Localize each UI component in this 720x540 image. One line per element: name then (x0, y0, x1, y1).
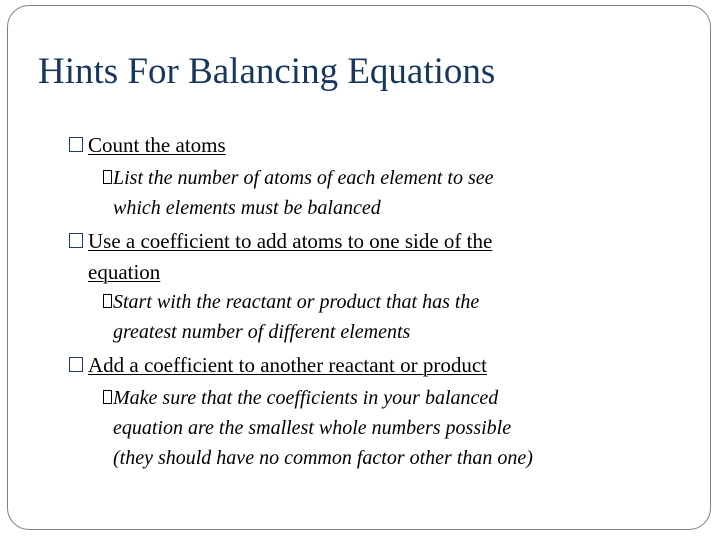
bullet-text: Add a coefficient to another reactant or product (88, 353, 488, 377)
bullet-add-coefficient (88, 350, 487, 381)
bullet-smallest-whole-numbers (113, 383, 533, 473)
square-bullet-icon (69, 233, 83, 248)
bullet-start-with-reactant (113, 287, 479, 347)
square-bullet-icon (103, 170, 112, 184)
square-bullet-icon (103, 294, 112, 308)
bullet-text: Count the atoms (88, 133, 226, 157)
square-bullet-icon (69, 357, 83, 372)
bullet-text-continuation: equation (88, 260, 161, 284)
bullet-use-coefficient (88, 226, 492, 288)
bullet-text-continuation: equation are the smallest whole numbers possible (113, 417, 512, 439)
bullet-text: Make sure that the coefficients in your balanced (113, 387, 499, 409)
bullet-text: Start with the reactant or product that has the (113, 291, 480, 313)
bullet-text-continuation: (they should have no common factor other than one) (113, 447, 533, 469)
square-bullet-icon (103, 390, 112, 404)
slide-title: Hints For Balancing Equations (38, 51, 496, 92)
bullet-count-atoms (88, 130, 226, 161)
bullet-text: List the number of atoms of each element to see (113, 167, 494, 189)
bullet-text: Use a coefficient to add atoms to one side of the (88, 229, 493, 253)
square-bullet-icon (69, 137, 83, 152)
bullet-list-atoms (113, 163, 494, 223)
bullet-text-continuation: greatest number of different elements (113, 321, 411, 343)
bullet-text-continuation: which elements must be balanced (113, 197, 381, 219)
